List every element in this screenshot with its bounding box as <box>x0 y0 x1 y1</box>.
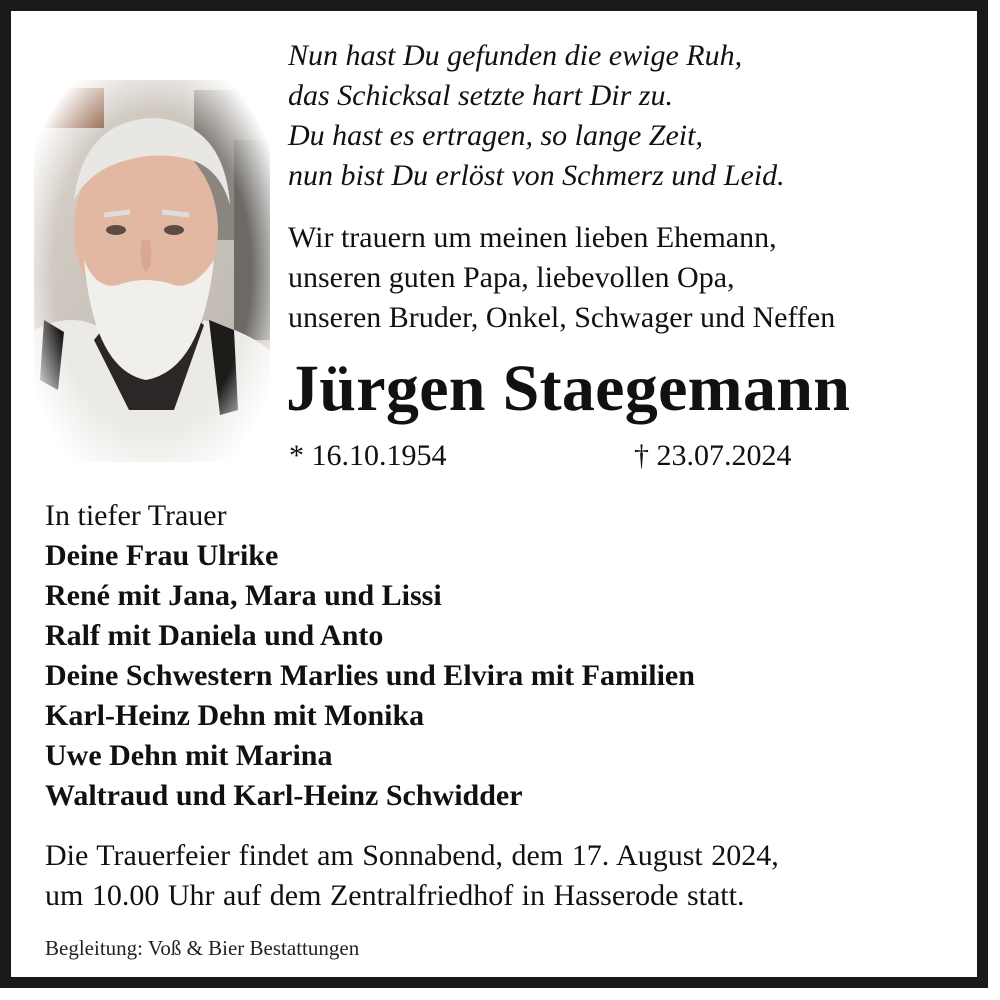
poem-line: nun bist Du erlöst von Schmerz und Leid. <box>288 159 785 192</box>
mourner-name: Karl-Heinz Dehn mit Monika <box>45 699 425 732</box>
poem-line: das Schicksal setzte hart Dir zu. <box>288 79 673 112</box>
life-dates <box>289 436 792 476</box>
poem-line: Du hast es ertragen, so lange Zeit, <box>288 119 703 152</box>
portrait-image <box>34 80 270 462</box>
poem-line: Nun hast Du gefunden die ewige Ruh, <box>288 39 743 72</box>
intro-line: unseren guten Papa, liebevollen Opa, <box>288 261 735 294</box>
undertaker-credit: Begleitung: Voß & Bier Bestattungen <box>45 936 360 960</box>
mourner-name: Deine Frau Ulrike <box>45 539 279 572</box>
intro-line: unseren Bruder, Onkel, Schwager und Neffen <box>288 301 836 334</box>
service-line: um 10.00 Uhr auf dem Zentralfriedhof in Hasserode statt. <box>45 879 745 912</box>
death-date: † 23.07.2024 <box>634 439 792 472</box>
mourner-name: Uwe Dehn mit Marina <box>45 739 333 772</box>
mourner-name: Waltraud und Karl-Heinz Schwidder <box>45 779 523 812</box>
funeral-service-info <box>45 836 779 916</box>
birth-date: * 16.10.1954 <box>289 439 447 472</box>
mourner-name: Deine Schwestern Marlies und Elvira mit Familien <box>45 659 695 692</box>
mourning-intro <box>288 218 835 338</box>
mourners-intro: In tiefer Trauer <box>45 499 227 532</box>
deceased-name: Jürgen Staegemann <box>286 352 851 425</box>
intro-line: Wir trauern um meinen lieben Ehemann, <box>288 221 777 254</box>
mourner-name: René mit Jana, Mara und Lissi <box>45 579 442 612</box>
portrait-photo <box>34 80 270 462</box>
mourner-name: Ralf mit Daniela und Anto <box>45 619 384 652</box>
mourners-list <box>45 496 695 816</box>
service-line: Die Trauerfeier findet am Sonnabend, dem 17. August 2024, <box>45 839 779 872</box>
poem <box>288 36 785 196</box>
